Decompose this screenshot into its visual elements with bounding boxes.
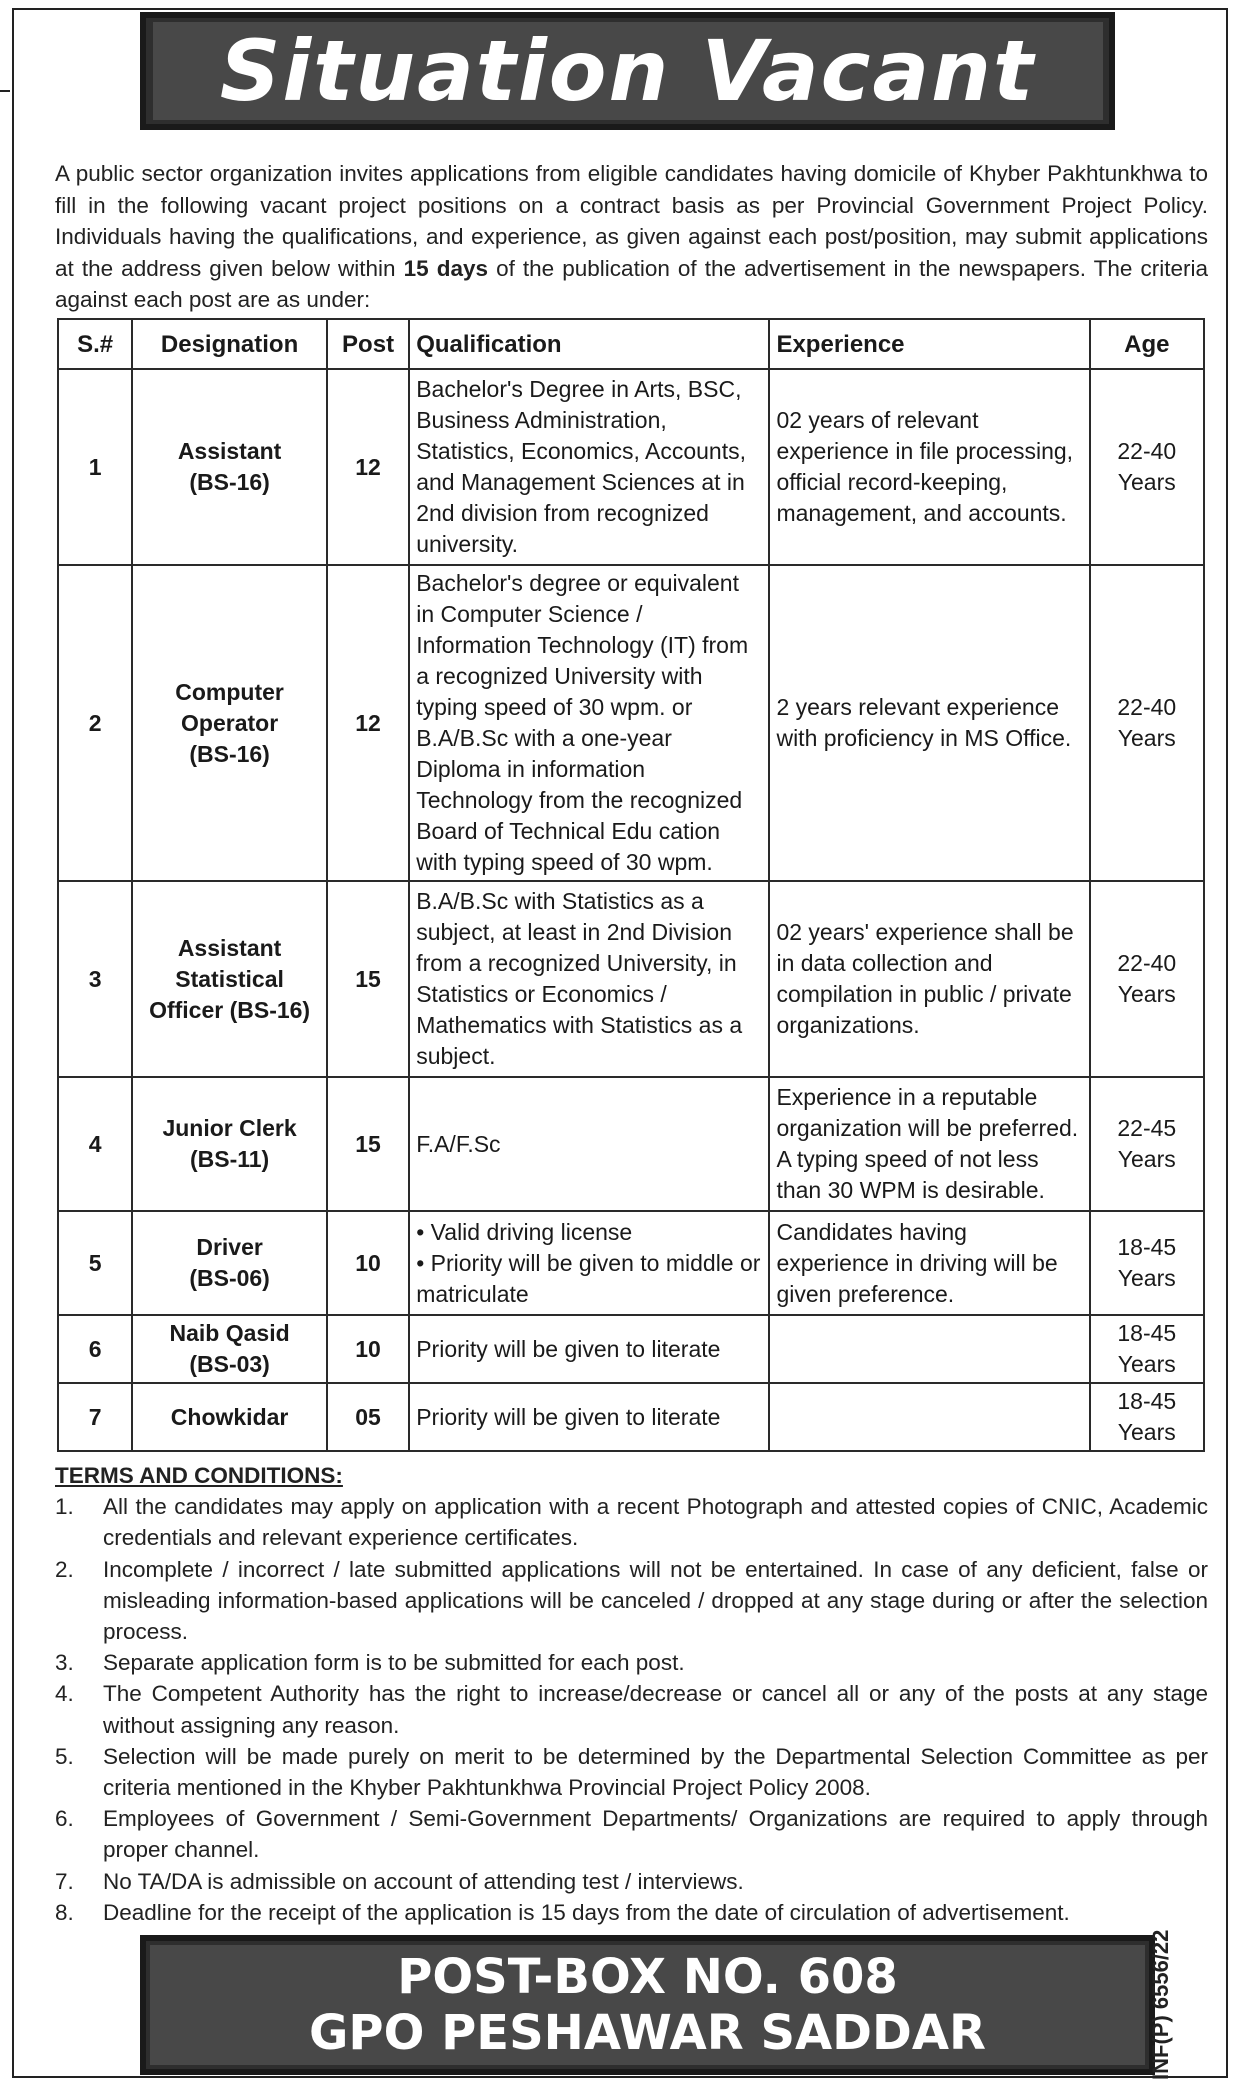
cell-designation [132, 565, 327, 881]
cell-qualification-line: • Priority will be given to middle or matriculate [416, 1249, 761, 1307]
terms-item-text: The Competent Authority has the right to increase/decrease or cancel all or any of the posts at any stage without assigning any reason. [103, 1681, 1208, 1738]
terms-item [55, 1647, 1208, 1678]
cell-sn: 6 [58, 1315, 132, 1383]
header-age: Age [1090, 319, 1204, 369]
cell-age-line: 22-40 [1117, 694, 1177, 720]
terms-item-number: 2. [55, 1556, 74, 1582]
cell-age-line: 18-45 [1117, 1234, 1177, 1260]
cell-designation-line: Assistant [177, 438, 282, 464]
cell-qualification-line: B.A/B.Sc with Statistics as a subject, at least in 2nd Division from a recognized University, in Statistics or Economics / Mathematics with Statistics as a subject. [416, 888, 743, 1069]
cell-experience [769, 1211, 1089, 1315]
cell-experience [769, 369, 1089, 565]
cell-qualification [409, 881, 769, 1077]
cell-age-line: Years [1117, 1351, 1176, 1377]
table-row [58, 1383, 1204, 1451]
terms-item [55, 1803, 1208, 1865]
cell-age [1090, 1315, 1204, 1383]
table-row [58, 369, 1204, 565]
cell-sn: 4 [58, 1077, 132, 1211]
cell-designation-line: Operator [181, 709, 279, 736]
terms-item [55, 1897, 1208, 1928]
cell-post: 12 [327, 369, 409, 565]
cell-qualification [409, 1211, 769, 1315]
cell-age-line: 18-45 [1117, 1320, 1177, 1346]
cell-qualification [409, 1383, 769, 1451]
cell-post: 15 [327, 881, 409, 1077]
cell-experience-line: Candidates having experience in driving will be given preference. [776, 1218, 1058, 1307]
cell-qualification-line: Priority will be given to literate [416, 1403, 721, 1430]
table-row [58, 1315, 1204, 1383]
address-line-2: GPO PESHAWAR SADDAR [309, 2005, 986, 2061]
vacancy-table [57, 318, 1205, 1452]
cell-designation-line: Assistant [177, 934, 282, 961]
cell-qualification [409, 1315, 769, 1383]
terms-item-text: Selection will be made purely on merit to be determined by the Departmental Selection Committee as per criteria mentioned in the Khyber Pakhtunkhwa Provincial Project Policy 2008. [103, 1743, 1208, 1801]
cell-qualification-line: Bachelor's degree or equivalent in Computer Science / Information Technology (IT) from a recognized University with typing speed of 30 wpm. or B.A/B.Sc with a one-year Diploma in information Technology from the recognized Board of Technical Edu cation with typing speed of 30 wpm. [416, 570, 749, 875]
cell-age-line: 22-45 [1117, 1115, 1177, 1141]
cell-experience [769, 1315, 1089, 1383]
margin-mark [0, 90, 10, 92]
cell-age-line: Years [1117, 1419, 1176, 1445]
cell-sn: 3 [58, 881, 132, 1077]
cell-age-line: Years [1117, 1146, 1176, 1172]
cell-designation-line: (BS-06) [189, 1265, 270, 1291]
intro-paragraph [55, 158, 1208, 316]
header-experience: Experience [769, 319, 1089, 369]
cell-experience-line: 2 years relevant experience with proficiency in MS Office. [776, 694, 1072, 751]
cell-age [1090, 369, 1204, 565]
terms-item-text: Incomplete / incorrect / late submitted applications will not be entertained. In case of any deficient, false or misleading information-based applications will be canceled / dropped at any stage during or after the selection process. [103, 1556, 1208, 1645]
cell-age [1090, 1211, 1204, 1315]
table-row [58, 881, 1204, 1077]
cell-designation-line: (BS-03) [189, 1351, 270, 1377]
table-header-row [58, 319, 1204, 369]
header-qualification: Qualification [409, 319, 769, 369]
cell-age-line: Years [1117, 469, 1176, 495]
table-body [58, 369, 1204, 1451]
header-post: Post [327, 319, 409, 369]
terms-item [55, 1866, 1208, 1897]
cell-designation-line: Driver [196, 1234, 263, 1260]
table-row [58, 565, 1204, 881]
terms-item-text: Separate application form is to be submitted for each post. [103, 1650, 685, 1676]
terms-item-text: No TA/DA is admissible on account of attending test / interviews. [103, 1868, 744, 1894]
terms-item-number: 3. [55, 1650, 74, 1676]
intro-text-end: of the publication of the advertisement in the newspapers. The criteria against each post are as under: [55, 255, 1209, 312]
terms-item [55, 1554, 1208, 1648]
cell-age [1090, 565, 1204, 881]
cell-qualification-line: F.A/F.Sc [416, 1130, 501, 1157]
cell-qualification [409, 565, 769, 881]
cell-designation-line: Naib Qasid [169, 1320, 290, 1346]
cell-age-line: 22-40 [1117, 438, 1177, 464]
cell-designation [132, 1077, 327, 1211]
cell-experience-line: Experience in a reputable organization will be preferred. A typing speed of not less than 30 WPM is desirable. [776, 1084, 1079, 1203]
cell-age-line: Years [1117, 981, 1176, 1007]
terms-item-number: 7. [55, 1868, 74, 1894]
cell-designation-line: Statistical [175, 965, 284, 992]
cell-sn: 2 [58, 565, 132, 881]
cell-experience [769, 1383, 1089, 1451]
cell-experience [769, 565, 1089, 881]
terms-item-number: 5. [55, 1743, 74, 1769]
cell-designation [132, 1315, 327, 1383]
cell-experience-line: 02 years of relevant experience in file processing, official record-keeping, management, and accounts. [776, 407, 1074, 526]
terms-item [55, 1678, 1208, 1740]
title-banner-inner [153, 22, 1103, 120]
terms-item-number: 4. [55, 1681, 74, 1707]
table-row [58, 1211, 1204, 1315]
cell-age-line: Years [1117, 725, 1176, 751]
title-banner [140, 12, 1115, 130]
cell-sn: 7 [58, 1383, 132, 1451]
cell-designation [132, 1211, 327, 1315]
cell-designation-line: Officer (BS-16) [149, 996, 311, 1023]
address-banner-inner [150, 1945, 1145, 2065]
cell-designation-line: (BS-11) [189, 1146, 270, 1172]
terms-item-text: All the candidates may apply on application with a recent Photograph and attested copies of CNIC, Academic credentials and relevant experience certificates. [103, 1494, 1208, 1551]
cell-post: 05 [327, 1383, 409, 1451]
cell-qualification-line: • Valid driving license [416, 1218, 633, 1245]
address-banner [140, 1935, 1155, 2075]
terms-item [55, 1491, 1208, 1553]
header-designation: Designation [132, 319, 327, 369]
cell-age-line: Years [1117, 1265, 1176, 1291]
cell-post: 15 [327, 1077, 409, 1211]
terms-item-text: Employees of Government / Semi-Government Departments/ Organizations are required to apply through proper channel. [103, 1806, 1208, 1863]
cell-designation-line: Junior Clerk [162, 1115, 297, 1141]
cell-experience [769, 881, 1089, 1077]
cell-age [1090, 1383, 1204, 1451]
cell-designation-line: (BS-16) [189, 469, 270, 495]
cell-qualification [409, 1077, 769, 1211]
cell-post: 10 [327, 1211, 409, 1315]
cell-designation [132, 369, 327, 565]
page-title: Situation Vacant [219, 22, 1036, 120]
cell-age-line: 22-40 [1117, 950, 1177, 976]
cell-experience [769, 1077, 1089, 1211]
cell-sn: 5 [58, 1211, 132, 1315]
cell-designation [132, 1383, 327, 1451]
cell-designation-line: (BS-16) [189, 740, 270, 767]
cell-qualification [409, 369, 769, 565]
cell-age-line: 18-45 [1117, 1388, 1177, 1414]
table-row [58, 1077, 1204, 1211]
address-line-1: POST-BOX NO. 608 [397, 1949, 898, 2005]
header-sn: S.# [58, 319, 132, 369]
cell-qualification-line: Priority will be given to literate [416, 1335, 721, 1362]
terms-item-number: 6. [55, 1806, 74, 1832]
cell-experience-line: 02 years' experience shall be in data collection and compilation in public / private organizations. [776, 919, 1074, 1038]
terms-item-number: 1. [55, 1494, 74, 1520]
cell-qualification-line: Bachelor's Degree in Arts, BSC, Business Administration, Statistics, Economics, Accounts, and Management Sciences at in 2nd division from recognized university. [416, 376, 746, 557]
cell-age [1090, 881, 1204, 1077]
cell-designation-line: Chowkidar [170, 1403, 289, 1430]
terms-section [55, 1460, 1208, 1928]
cell-sn: 1 [58, 369, 132, 565]
intro-deadline: 15 days [403, 255, 489, 281]
cell-post: 12 [327, 565, 409, 881]
reference-code: INF(P) 6556/22 [1148, 1929, 1173, 2080]
cell-post: 10 [327, 1315, 409, 1383]
cell-age [1090, 1077, 1204, 1211]
intro-text-start: A public sector organization invites applications from eligible candidates having domicile of Khyber Pakhtunkhwa to fill in the following vacant project positions on a contract basis as per Provincial Government Project Policy. Individuals having the qualifications, and experience, as given against each post/position, may submit applications at the address given below within [55, 161, 1208, 281]
terms-item [55, 1741, 1208, 1803]
terms-list [55, 1491, 1208, 1928]
terms-title: TERMS AND CONDITIONS: [55, 1463, 343, 1488]
terms-item-number: 8. [55, 1899, 74, 1925]
terms-item-text: Deadline for the receipt of the application is 15 days from the date of circulation of advertisement. [103, 1899, 1070, 1925]
cell-designation [132, 881, 327, 1077]
cell-designation-line: Computer [175, 678, 284, 705]
